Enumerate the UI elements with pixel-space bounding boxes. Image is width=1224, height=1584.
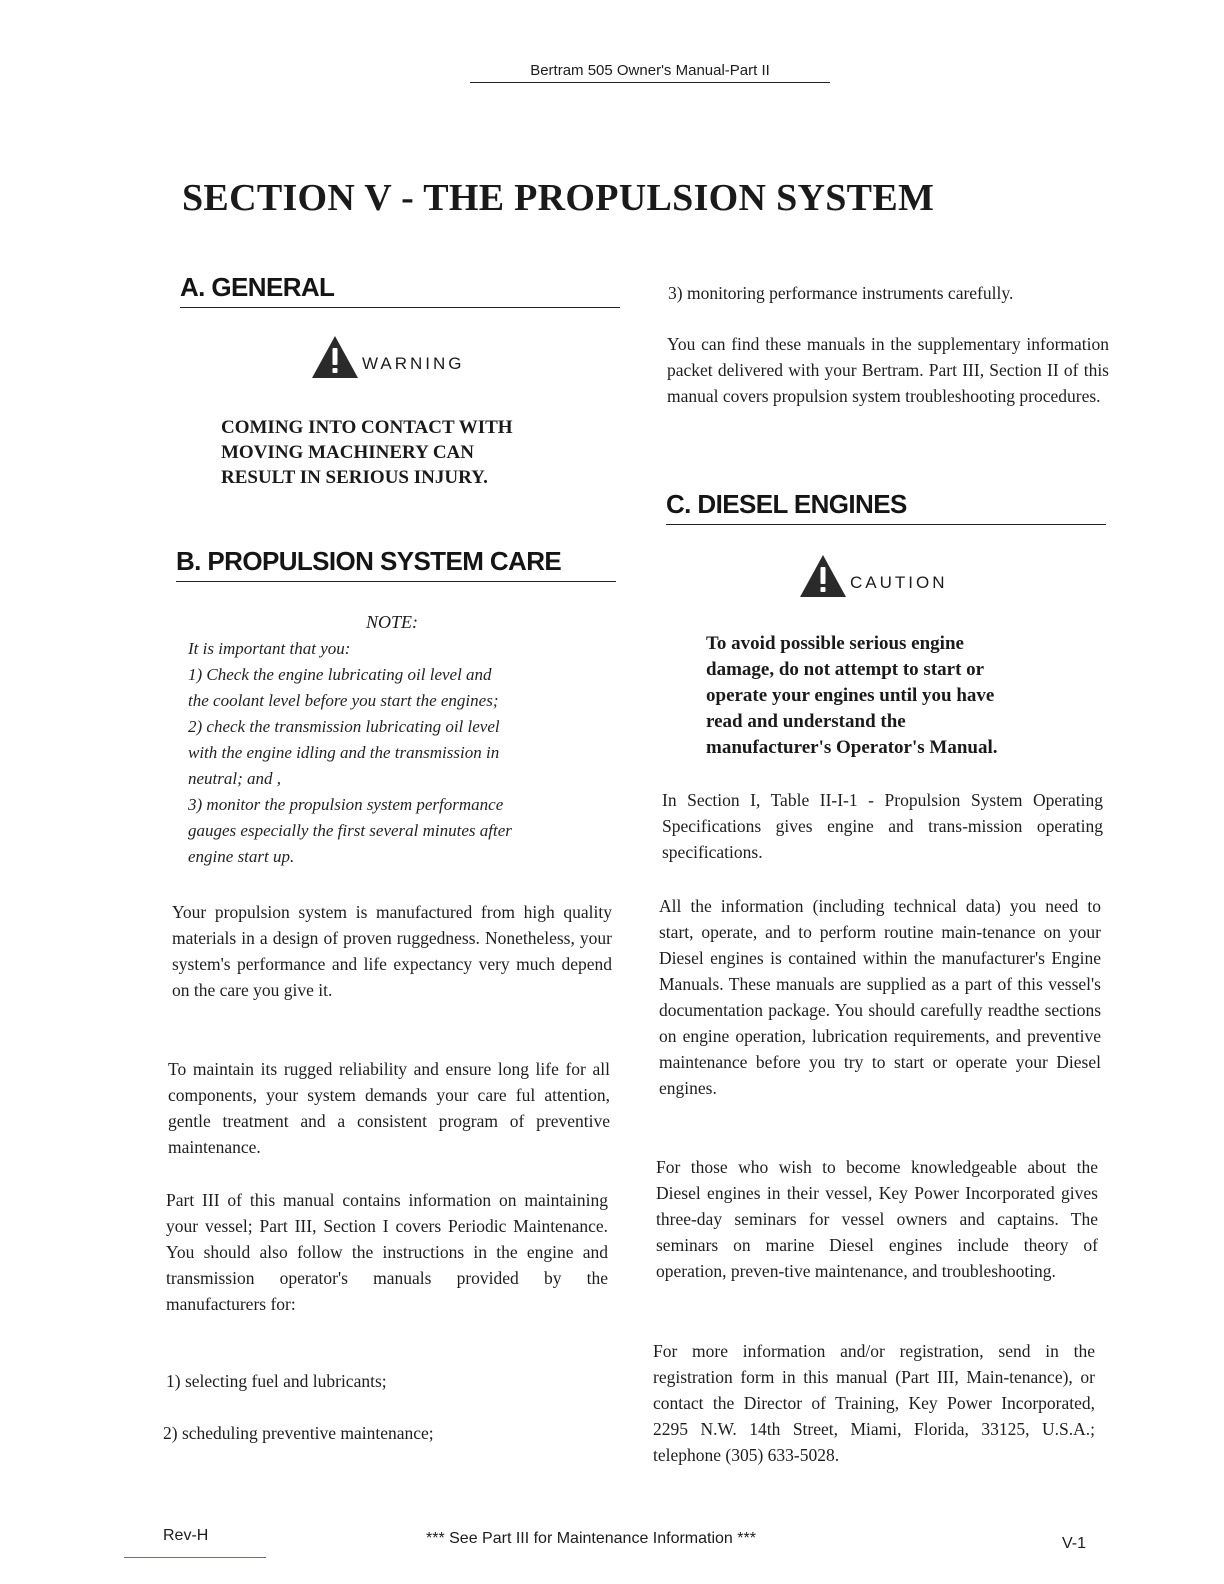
page-number: V-1 [1062,1535,1087,1552]
care-paragraph-4: You can find these manuals in the supplementary information packet delivered with your Bertram. Part III, Section II of this manual covers propulsion system troubleshooting procedures. [667,334,1109,406]
caution-label: CAUTION [850,573,948,592]
list-item: 1) selecting fuel and lubricants; [166,1371,387,1391]
caution-line: To avoid possible serious engine [706,633,964,654]
footer-rule [124,1557,266,1558]
caution-line: damage, do not attempt to start or [706,659,985,680]
section-title: SECTION V - THE PROPULSION SYSTEM [182,177,935,219]
note-line: neutral; and , [188,769,282,788]
note-line: gauges especially the first several minutes after [188,821,512,840]
warning-text [221,415,513,490]
heading-general: A. GENERAL [180,272,620,308]
list-item: 2) scheduling preventive maintenance; [163,1423,434,1443]
heading-propulsion-care: B. PROPULSION SYSTEM CARE [176,546,616,582]
note-line: 1) Check the engine lubricating oil level and [188,665,492,684]
diesel-paragraph-4: For more information and/or registration, send in the registration form in this manual (Part III, Main-tenance), or contact the Director of Training, Key Power Incorporated, 2295 N.W. 14th Street, Miami, Florida, 33125, U.S.A.; telephone (305) 633-5028. [653,1341,1095,1465]
diesel-paragraph-2: All the information (including technical data) you need to start, operate, and to perform routine main-tenance on your Diesel engines is contained within the manufacturer's Engine Manuals. These manuals are supplied as a part of this vessel's documentation package. You should carefully readthe sections on engine operation, lubrication requirements, and preventive maintenance before you try to start or operate your Diesel engines. [659,896,1101,1098]
caution-line: read and understand the [706,711,906,732]
care-paragraph-2: To maintain its rugged reliability and ensure long life for all components, your system demands your care ful attention, gentle treatment and a consistent program of preventive maintenance. [168,1059,610,1157]
warning-line: MOVING MACHINERY CAN [221,442,475,463]
warning-label: WARNING [362,354,465,373]
caution-triangle-icon [798,553,848,599]
heading-diesel-engines: C. DIESEL ENGINES [666,489,1106,525]
diesel-paragraph-1: In Section I, Table II-I-1 - Propulsion System Operating Specifications gives engine and trans-mission operating specifications. [662,790,1103,862]
care-paragraph-3: Part III of this manual contains information on maintaining your vessel; Part III, Section I covers Periodic Maintenance. You should also follow the instructions in the engine and transmission operator's manuals provided by the manufacturers for: [166,1190,608,1314]
note-line: It is important that you: [188,639,351,658]
warning-triangle-icon [310,334,360,380]
running-header: Bertram 505 Owner's Manual-Part II [470,62,830,83]
list-item: 3) monitoring performance instruments carefully. [668,283,1014,303]
note-heading: NOTE: [366,612,419,632]
caution-line: operate your engines until you have [706,685,995,706]
warning-line: COMING INTO CONTACT WITH [221,417,513,438]
diesel-paragraph-3: For those who wish to become knowledgeable about the Diesel engines in their vessel, Key Power Incorporated gives three-day seminars for vessel owners and captains. The seminars on marine Diesel engines include theory of operation, preven-tive maintenance, and troubleshooting. [656,1157,1098,1281]
note-line: with the engine idling and the transmission in [188,743,500,762]
note-body [188,636,618,870]
caution-line: manufacturer's Operator's Manual. [706,737,998,758]
note-line: the coolant level before you start the engines; [188,691,499,710]
revision-label: Rev-H [163,1527,209,1544]
footer-note: *** See Part III for Maintenance Information *** [426,1530,756,1547]
warning-callout [310,334,465,380]
caution-callout [798,553,948,599]
note-line: 2) check the transmission lubricating oil level [188,717,500,736]
note-line: engine start up. [188,847,295,866]
caution-text [706,631,998,761]
warning-line: RESULT IN SERIOUS INJURY. [221,467,488,488]
note-line: 3) monitor the propulsion system performance [188,795,504,814]
care-paragraph-1: Your propulsion system is manufactured from high quality materials in a design of proven ruggedness. Nonetheless, your system's performance and life expectancy very much depend on the care you give it. [172,902,612,1000]
